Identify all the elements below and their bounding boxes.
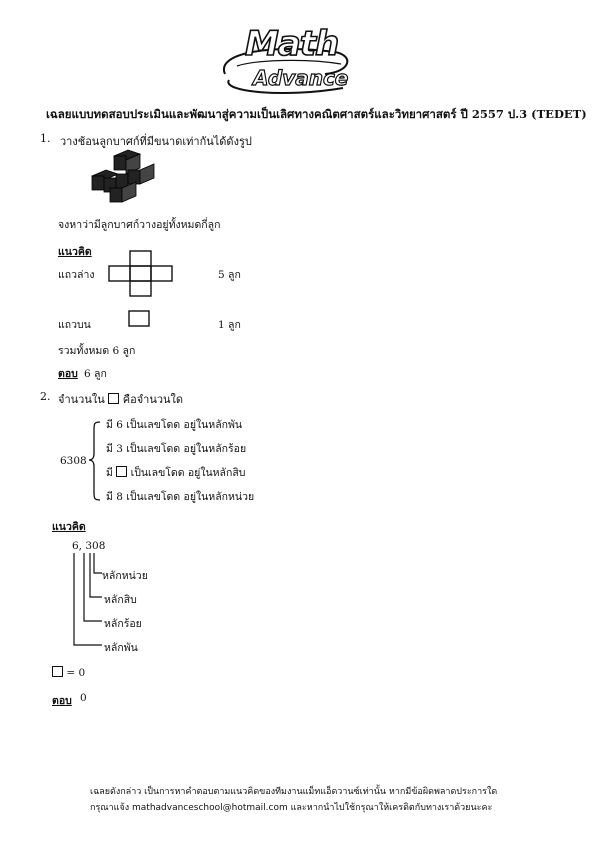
q1-total: รวมทั้งหมด 6 ลูก xyxy=(58,345,136,357)
q2-line-tens-before: มี xyxy=(106,467,113,479)
q1-bottom-row-label: แถวล่าง xyxy=(58,269,95,281)
blank-box-icon xyxy=(108,393,119,404)
q2-prompt xyxy=(58,390,183,408)
q2-label-hundreds: หลักร้อย xyxy=(104,618,142,630)
q1-question: จงหาว่ามีลูกบาศก์วางอยู่ทั้งหมดกี่ลูก xyxy=(58,219,221,231)
q2-label-tens: หลักสิบ xyxy=(104,594,137,606)
q2-line-tens-after: เป็นเลขโดด อยู่ในหลักสิบ xyxy=(130,467,246,479)
q1-answer: 6 ลูก xyxy=(84,368,107,380)
q2-prompt-before: จำนวนใน xyxy=(58,393,105,406)
footer-line-1: เฉลยดังกล่าว เป็นการหาคำตอบตามแนวคิดของทีมงานแม็ทแอ็ดวานซ์เท่านั้น หากมีข้อผิดพลาดประการใด xyxy=(90,787,498,797)
logo-text-advance: Advance xyxy=(253,66,349,90)
q2-prompt-after: คือจำนวนใด xyxy=(122,393,184,406)
footer-line-2: กรุณาแจ้ง mathadvanceschool@hotmail.com และหากนำไปใช้กรุณาให้เครดิตกับทางเราด้วยนะคะ xyxy=(90,803,493,813)
q1-top-row-label: แถวบน xyxy=(58,319,91,331)
blank-box-icon xyxy=(52,666,63,677)
q1-top-row-count: 1 ลูก xyxy=(218,319,241,331)
page-title: เฉลยแบบทดสอบประเมินและพัฒนาสู่ความเป็นเลิศทางคณิตศาสตร์และวิทยาศาสตร์ ปี 2557 ป.3 (TEDET) xyxy=(46,107,587,121)
q2-result xyxy=(52,666,85,679)
q2-digits: 6, 308 xyxy=(72,540,106,552)
q2-line-units: มี 8 เป็นเลขโดด อยู่ในหลักหน่วย xyxy=(106,491,255,503)
q2-brace-icon xyxy=(88,420,102,502)
q1-number: 1. xyxy=(40,132,51,145)
q2-number-label: 6308 xyxy=(60,455,87,467)
q1-bottom-row-count: 5 ลูก xyxy=(218,269,241,281)
q2-line-tens xyxy=(106,464,245,481)
q2-number: 2. xyxy=(40,390,51,403)
blank-box-icon xyxy=(116,466,127,477)
q2-line-hundreds: มี 3 เป็นเลขโดด อยู่ในหลักร้อย xyxy=(106,443,247,455)
q1-answer-label: ตอบ xyxy=(58,368,78,380)
q1-method-label: แนวคิด xyxy=(58,246,92,258)
logo-text-math: Math xyxy=(245,24,339,64)
q2-answer: 0 xyxy=(80,692,87,704)
q2-method-label: แนวคิด xyxy=(52,521,86,533)
math-advance-logo xyxy=(215,22,355,100)
q2-label-thousands: หลักพัน xyxy=(104,642,138,654)
q1-prompt: วางช้อนลูกบาศก์ที่มีขนาดเท่ากันได้ดังรูป xyxy=(60,135,252,148)
q1-cube-stack-figure xyxy=(88,148,160,208)
q2-label-units: หลักหน่วย xyxy=(102,570,148,582)
q2-line-thousands: มี 6 เป็นเลขโดด อยู่ในหลักพัน xyxy=(106,419,243,431)
q1-single-square xyxy=(128,310,152,328)
q1-cross-diagram xyxy=(106,250,176,298)
q2-result-value: = 0 xyxy=(66,667,86,679)
q2-answer-label: ตอบ xyxy=(52,695,72,707)
